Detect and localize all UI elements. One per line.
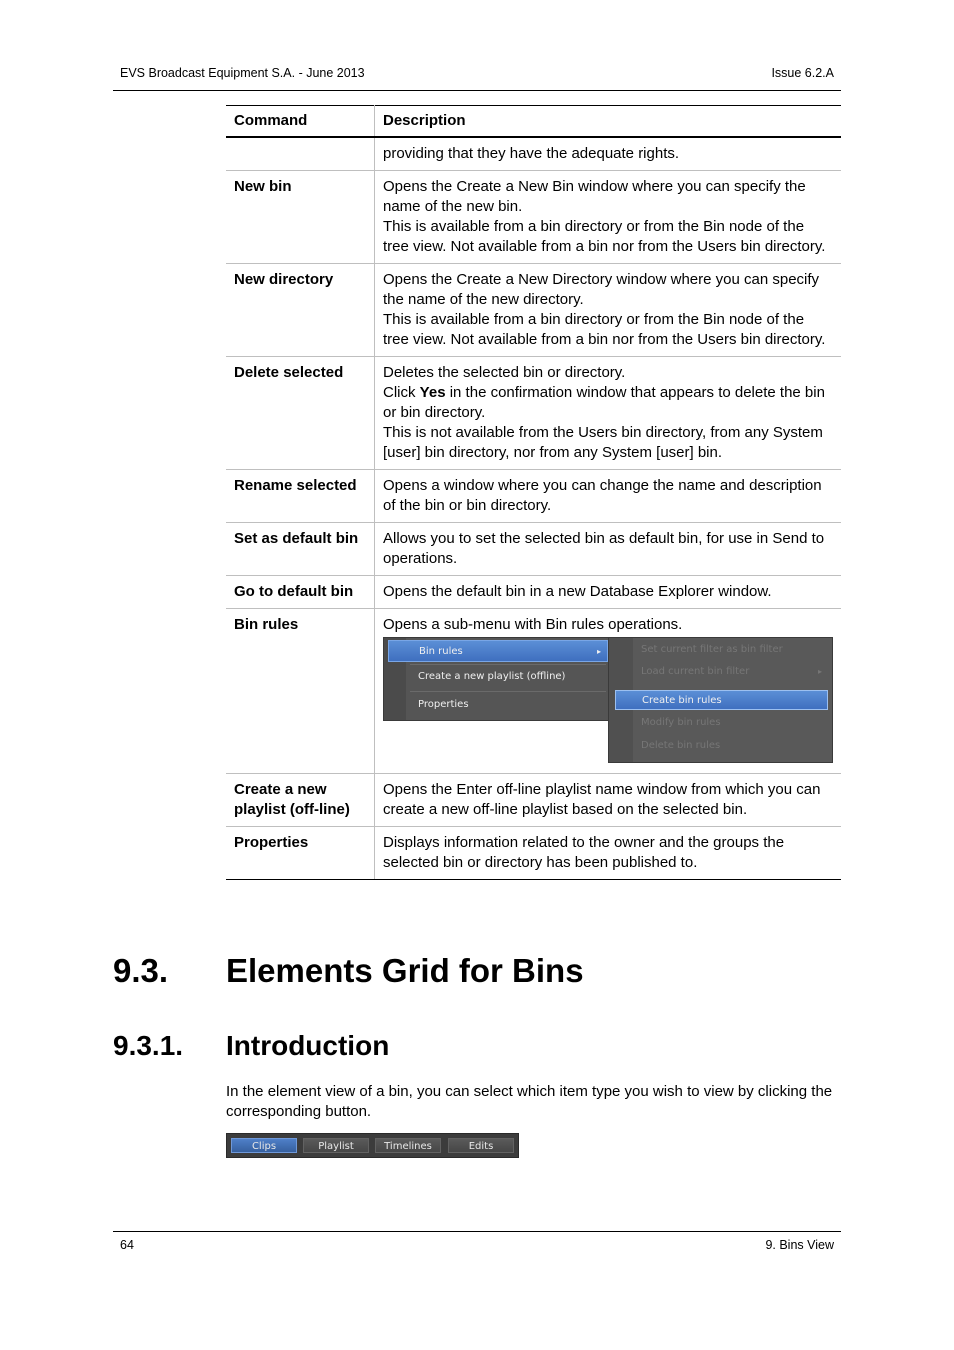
command-cell — [226, 137, 375, 171]
header-right: Issue 6.2.A — [771, 66, 834, 80]
description-cell — [375, 357, 842, 470]
command-cell: Properties — [226, 827, 375, 880]
description-cell — [375, 264, 842, 357]
menu-item-bin-rules[interactable]: Bin rules ▸ — [388, 640, 608, 662]
table-row — [226, 523, 841, 576]
description-cell — [375, 609, 842, 774]
column-header-description: Description — [375, 106, 842, 138]
table-row — [226, 470, 841, 523]
section-heading — [113, 952, 584, 990]
submenu-item-create-rules[interactable]: Create bin rules — [615, 690, 828, 710]
click-prefix: Click — [383, 384, 420, 401]
context-menu — [383, 637, 610, 721]
subsection-heading — [113, 1030, 389, 1062]
yes-emphasis: Yes — [419, 384, 446, 401]
column-header-command: Command — [226, 106, 375, 138]
submenu-item-set-filter[interactable]: Set current filter as bin filter — [641, 644, 783, 655]
description-line: Opens the Create a New Directory window where you can specify the name of the new directory. — [383, 271, 820, 308]
click-suffix: in the confirmation window that appears to delete the bin or bin directory. — [383, 384, 825, 421]
command-cell: New bin — [226, 171, 375, 264]
description-cell — [375, 137, 842, 171]
menu-item-create-playlist[interactable]: Create a new playlist (offline) — [418, 671, 566, 682]
table-row — [226, 774, 841, 827]
description-line: Deletes the selected bin or directory. — [383, 364, 626, 381]
description-cell — [375, 523, 842, 576]
footer-rule — [113, 1231, 841, 1232]
description-line — [383, 383, 833, 423]
table-row — [226, 357, 841, 470]
section-title: Elements Grid for Bins — [226, 952, 584, 989]
command-cell: Go to default bin — [226, 576, 375, 609]
table-row — [226, 137, 841, 171]
item-type-tabbar — [226, 1133, 519, 1158]
description-line: This is available from a bin directory or from the Bin node of the tree view. Not available from a bin nor from the Users bin directory. — [383, 218, 826, 255]
menu-separator — [410, 664, 606, 665]
tab-edits[interactable]: Edits — [448, 1138, 514, 1153]
submenu-item-load-filter[interactable]: Load current bin filter ▸ — [615, 662, 828, 682]
command-cell: Create a new playlist (off-line) — [226, 774, 375, 827]
description-cell — [375, 171, 842, 264]
description-line: Opens a window where you can change the name and description of the bin or bin directory. — [383, 477, 822, 514]
description-line: Displays information related to the owner and the groups the selected bin or directory has been published to. — [383, 834, 785, 871]
menu-separator — [410, 691, 606, 692]
description-line: Opens the Enter off-line playlist name window from which you can create a new off-line playlist based on the selected bin. — [383, 781, 821, 818]
submenu-arrow-icon: ▸ — [817, 667, 822, 676]
subsection-number: 9.3.1. — [113, 1030, 184, 1061]
command-cell: Delete selected — [226, 357, 375, 470]
description-cell — [375, 576, 842, 609]
table-row — [226, 264, 841, 357]
command-cell: Rename selected — [226, 470, 375, 523]
submenu-item-delete-rules[interactable]: Delete bin rules — [641, 740, 721, 751]
table-header-row — [226, 106, 841, 138]
description-line: This is not available from the Users bin directory, from any System [user] bin directory, nor from any System [user] bin. — [383, 424, 823, 461]
bin-rules-submenu — [608, 637, 833, 763]
command-table — [226, 105, 841, 880]
command-cell: Bin rules — [226, 609, 375, 774]
tab-playlist[interactable]: Playlist — [303, 1138, 369, 1153]
table-row — [226, 609, 841, 774]
table-row — [226, 827, 841, 880]
description-cell — [375, 470, 842, 523]
chapter-label: 9. Bins View — [765, 1238, 834, 1252]
description-line: providing that they have the adequate rights. — [383, 145, 680, 162]
intro-paragraph: In the element view of a bin, you can select which item type you wish to view by clicking the corresponding button. — [226, 1083, 833, 1120]
command-cell: Set as default bin — [226, 523, 375, 576]
bin-rules-menu-screenshot — [383, 637, 833, 763]
description-line: Opens a sub-menu with Bin rules operations. — [383, 616, 683, 633]
submenu-item-modify-rules[interactable]: Modify bin rules — [641, 717, 721, 728]
description-line: Opens the default bin in a new Database Explorer window. — [383, 583, 772, 600]
submenu-arrow-icon: ▸ — [596, 647, 601, 656]
menu-item-properties[interactable]: Properties — [418, 699, 469, 710]
description-cell — [375, 774, 842, 827]
header-rule — [113, 90, 841, 91]
tab-clips[interactable]: Clips — [231, 1138, 297, 1153]
table-row — [226, 576, 841, 609]
command-cell: New directory — [226, 264, 375, 357]
description-line: Opens the Create a New Bin window where you can specify the name of the new bin. — [383, 178, 806, 215]
table-row — [226, 171, 841, 264]
subsection-title: Introduction — [226, 1030, 390, 1061]
tab-timelines[interactable]: Timelines — [375, 1138, 441, 1153]
description-cell — [375, 827, 842, 880]
description-line: Allows you to set the selected bin as default bin, for use in Send to operations. — [383, 530, 825, 567]
header-left: EVS Broadcast Equipment S.A. - June 2013 — [120, 66, 365, 80]
description-line: This is available from a bin directory or from the Bin node of the tree view. Not available from a bin nor from the Users bin directory. — [383, 311, 826, 348]
page-number: 64 — [120, 1238, 134, 1252]
section-number: 9.3. — [113, 952, 169, 989]
